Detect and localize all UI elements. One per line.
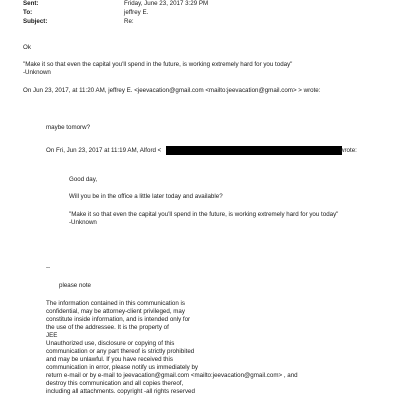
quote-line: "Make it so that even the capital you'll spend in the future, is working extremely hard for you today" [23,61,293,68]
sent-value: Friday, June 23, 2017 3:29 PM [124,0,209,7]
subject-label: Subject: [23,18,48,25]
attribution-suffix: wrote: [340,147,357,154]
disclaimer-line: and may be unlawful. If you have received this [46,356,173,363]
reply-text: Ok [23,44,31,51]
to-label: To: [23,9,33,16]
redaction-bar [166,146,342,155]
disclaimer-line: return e-mail or by e-mail to jeevacation@gmail.com <mailto:jeevacation@gmail.com> , and [46,372,298,379]
subject-value: Re: [124,18,134,25]
attribution-line [23,87,320,94]
disclaimer-line: Unauthorized use, disclosure or copying of this [46,340,175,347]
attribution-prefix: On Fri, Jun 23, 2017 at 11:19 AM, Alford < [46,147,162,154]
disclaimer-line: communication or any part thereof is strictly prohibited [46,348,195,355]
to-value: jeffrey E. [124,9,149,16]
sent-label: Sent: [23,0,39,7]
separator: -- [46,264,51,271]
attribution-text: On Jun 23, 2017, at 11:20 AM, jeffrey E. <jeevacation@gmail.com <mailto:jeevacation@gmail.com> > wrote: [23,87,321,94]
question-text: Will you be in the office a little later today and available? [69,193,223,200]
quote-line-2: "Make it so that even the capital you'll spend in the future, is working extremely hard for you today" [69,211,339,218]
disclaimer-line: confidential, may be attorney-client privileged, may [46,308,185,315]
attribution-line-2 [46,147,161,154]
disclaimer-line: including all attachments. copyright -all rights reserved [46,388,195,395]
reply-text-2: maybe tomorw? [46,124,91,131]
quote-author: -Unknown [23,69,51,76]
please-note: please note [59,282,91,289]
quote-author-2: -Unknown [69,219,97,226]
disclaimer-line: The information contained in this communication is [46,300,185,307]
disclaimer-line: constitute inside information, and is intended only for [46,316,191,323]
disclaimer-line: communication in error, please notify us immediately by [46,364,199,371]
greeting-text: Good day, [69,176,98,183]
disclaimer-line: the use of the addressee. It is the property of [46,324,169,331]
disclaimer-line: destroy this communication and all copies thereof, [46,380,184,387]
disclaimer-line: JEE [46,332,58,339]
